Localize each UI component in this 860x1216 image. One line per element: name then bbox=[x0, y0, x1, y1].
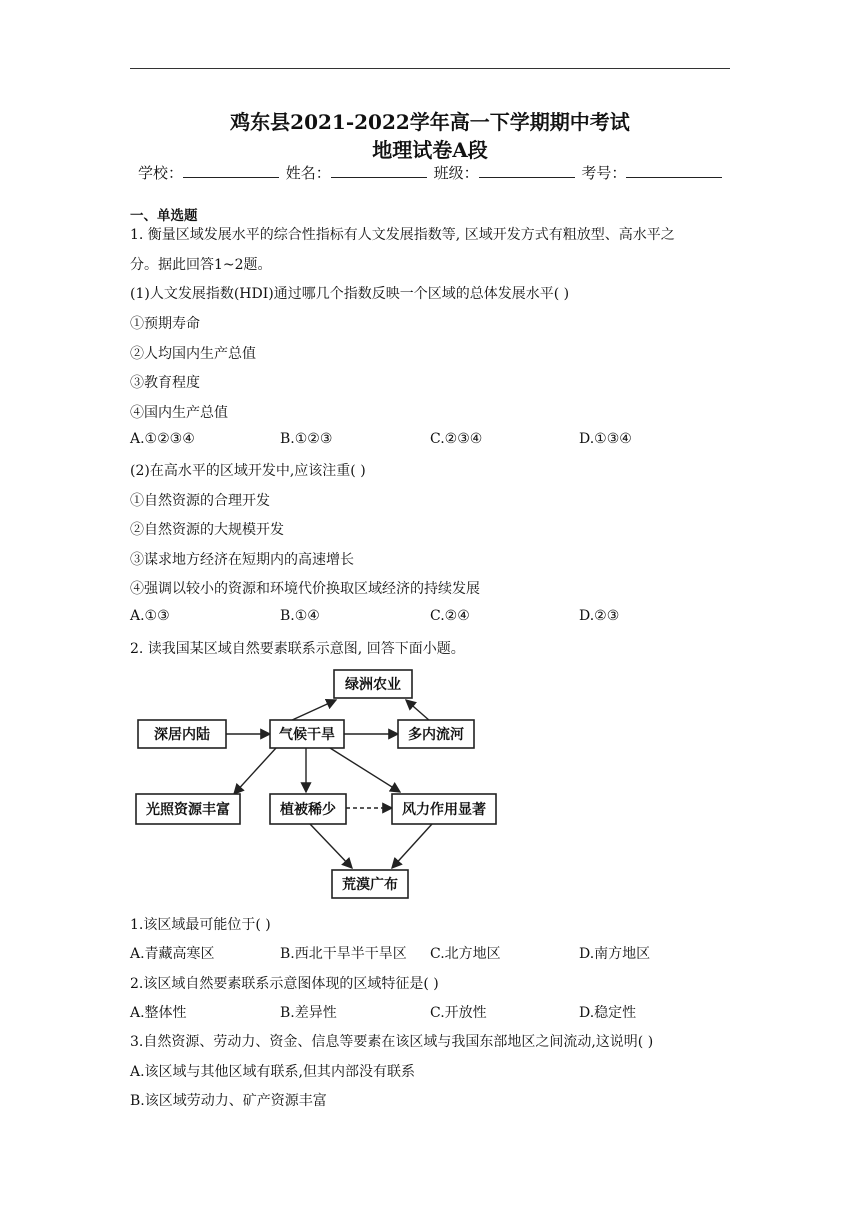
q1-sub1-item: ③教育程度 bbox=[130, 375, 200, 391]
exam-subtitle: 地理试卷A段 bbox=[372, 138, 488, 162]
q1-sub1-question: (1)人文发展指数(HDI)通过哪几个指数反映一个区域的总体发展水平( ) bbox=[130, 286, 570, 302]
school-label: 学校： bbox=[138, 164, 184, 182]
q1-sub1-item: ④国内生产总值 bbox=[130, 405, 228, 421]
q2-stem: 2. 读我国某区域自然要素联系示意图, 回答下面小题。 bbox=[130, 641, 465, 657]
number-label: 考号： bbox=[581, 164, 627, 182]
box-arid-climate: 气候干旱 bbox=[279, 727, 335, 743]
option-b[interactable]: B.差异性 bbox=[280, 1005, 337, 1021]
q2-sub3-question: 3.自然资源、劳动力、资金、信息等要素在该区域与我国东部地区之间流动,这说明( ) bbox=[130, 1034, 654, 1050]
q2-sub1-question: 1.该区域最可能位于( ) bbox=[130, 917, 271, 933]
option-b[interactable]: B.①④ bbox=[280, 608, 320, 624]
name-blank[interactable] bbox=[331, 163, 427, 178]
class-label: 班级： bbox=[433, 164, 479, 182]
q1-stem-line1: 1. 衡量区域发展水平的综合性指标有人文发展指数等, 区域开发方式有粗放型、高水平之 bbox=[130, 227, 675, 243]
box-sunlight-rich: 光照资源丰富 bbox=[146, 802, 230, 818]
option-b[interactable]: B.西北干旱半干旱区 bbox=[280, 946, 407, 962]
q1-sub1-item: ②人均国内生产总值 bbox=[130, 346, 256, 362]
class-blank[interactable] bbox=[479, 163, 575, 178]
box-deep-inland: 深居内陆 bbox=[154, 727, 210, 743]
option-c[interactable]: C.②④ bbox=[430, 608, 470, 624]
option-d[interactable]: D.②③ bbox=[579, 608, 620, 624]
q2-sub3-option-a[interactable]: A.该区域与其他区域有联系,但其内部没有联系 bbox=[130, 1064, 416, 1080]
option-d[interactable]: D.南方地区 bbox=[579, 946, 651, 962]
q1-sub1-item: ①预期寿命 bbox=[130, 316, 200, 332]
box-oasis-agriculture: 绿洲农业 bbox=[345, 677, 401, 693]
section-title: 一、单选题 bbox=[130, 208, 198, 224]
q1-sub2-item: ④强调以较小的资源和环境代价换取区域经济的持续发展 bbox=[130, 581, 480, 597]
option-d[interactable]: D.①③④ bbox=[579, 431, 632, 447]
option-b[interactable]: B.①②③ bbox=[280, 431, 333, 447]
student-info-row bbox=[138, 162, 724, 183]
top-rule bbox=[130, 68, 730, 69]
natural-elements-diagram bbox=[130, 664, 510, 904]
option-a[interactable]: A.青藏高寒区 bbox=[130, 946, 215, 962]
box-inland-rivers: 多内流河 bbox=[408, 727, 464, 743]
box-wind-action: 风力作用显著 bbox=[402, 802, 486, 818]
q1-stem-line2: 分。据此回答1~2题。 bbox=[130, 257, 272, 273]
exam-title: 鸡东县2021-2022学年高一下学期期中考试 bbox=[230, 110, 630, 134]
box-desert: 荒漠广布 bbox=[342, 877, 398, 893]
box-sparse-vegetation: 植被稀少 bbox=[280, 802, 336, 818]
q1-sub2-item: ③谋求地方经济在短期内的高速增长 bbox=[130, 552, 354, 568]
option-c[interactable]: C.开放性 bbox=[430, 1005, 487, 1021]
diagram-boxes bbox=[136, 670, 496, 898]
q2-sub3-option-b[interactable]: B.该区域劳动力、矿产资源丰富 bbox=[130, 1093, 327, 1109]
q1-sub2-item: ②自然资源的大规模开发 bbox=[130, 522, 284, 538]
option-d[interactable]: D.稳定性 bbox=[579, 1005, 637, 1021]
option-c[interactable]: C.②③④ bbox=[430, 431, 483, 447]
option-a[interactable]: A.①②③④ bbox=[130, 431, 195, 447]
option-c[interactable]: C.北方地区 bbox=[430, 946, 501, 962]
q2-sub2-question: 2.该区域自然要素联系示意图体现的区域特征是( ) bbox=[130, 976, 439, 992]
q1-sub2-item: ①自然资源的合理开发 bbox=[130, 493, 270, 509]
option-a[interactable]: A.①③ bbox=[130, 608, 170, 624]
name-label: 姓名： bbox=[285, 164, 331, 182]
school-blank[interactable] bbox=[183, 163, 279, 178]
q1-sub2-question: (2)在高水平的区域开发中,应该注重( ) bbox=[130, 463, 366, 479]
option-a[interactable]: A.整体性 bbox=[130, 1005, 187, 1021]
number-blank[interactable] bbox=[626, 163, 722, 178]
